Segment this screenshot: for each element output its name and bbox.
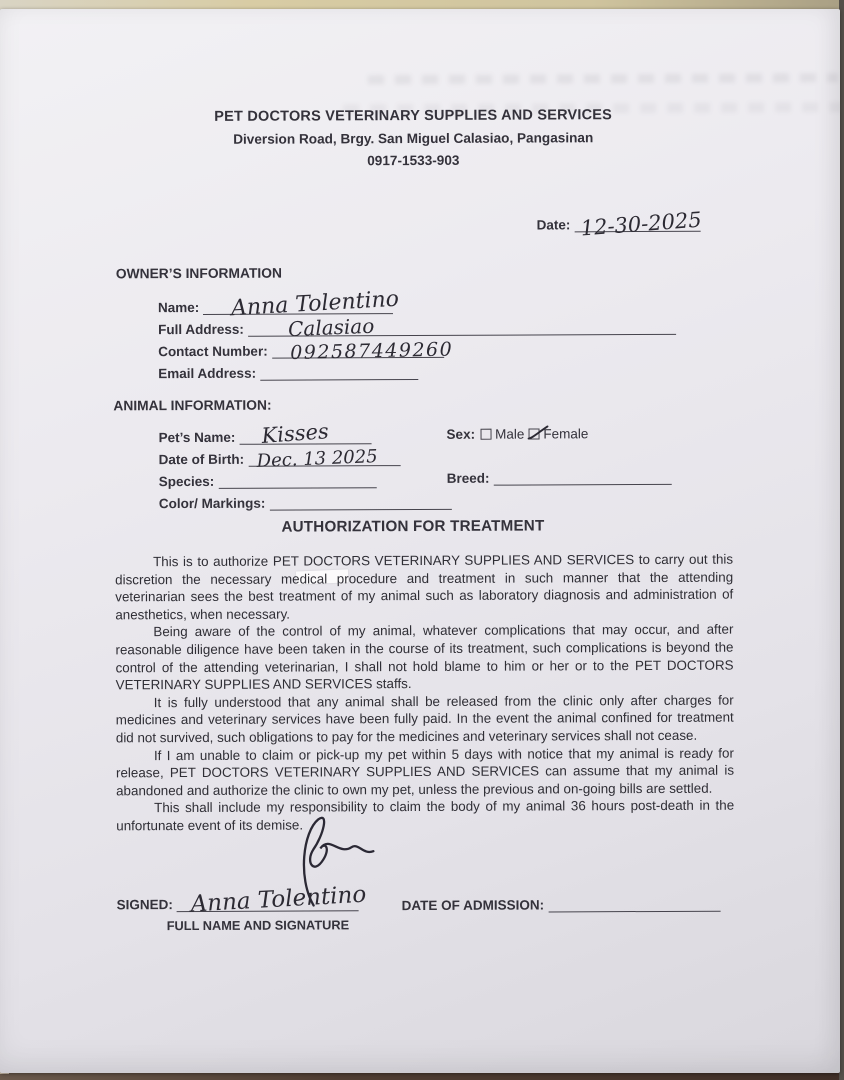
date-label: Date: [536,217,571,233]
signed-handwritten-name: Anna Tolentino [190,881,368,918]
owner-contact-line [272,338,453,364]
authorization-paragraph: If I am unable to claim or pick-up my pet within 5 days with notice that my animal is ready for release, PET DOCTORS VETERINARY SUPPLIES AND SERVICES can assume that my animal is abandoned and authorize the clinic to own my pet, unless the previous and on-going bills are settled. [115,745,735,799]
female-checkbox-checked [528,428,539,439]
owner-name-label: Name: [157,299,200,316]
paper-form [0,9,840,1073]
breed-field [447,467,672,486]
clinic-phone: 0917-1533-903 [367,152,460,169]
dob-label: Date of Birth: [158,451,245,468]
owner-name-handwritten-value: Anna Tolentino [230,286,400,322]
owner-address-handwritten-value: Calasiao [287,313,375,342]
pet-name-label: Pet’s Name: [158,429,236,446]
owner-contact-row [158,335,676,364]
owner-name-line [203,286,400,322]
date-field [536,207,703,241]
owner-information-section [116,264,676,381]
form-content [0,7,842,1075]
date-handwritten-value: 12-30-2025 [579,207,703,241]
clinic-name: PET DOCTORS VETERINARY SUPPLIES AND SERVICES [214,107,613,125]
owner-address-line [248,313,676,342]
date-of-admission-field [402,894,721,913]
signed-field [116,881,368,934]
date-line [574,207,703,241]
pet-name-handwritten-value: Kisses [260,419,330,449]
owner-address-row [158,313,676,342]
sex-field [447,426,589,442]
owner-contact-label: Contact Number: [158,343,268,360]
pet-name-row [158,419,589,449]
dob-handwritten-value: Dec. 13 2025 [255,446,378,472]
signed-caption: FULL NAME AND SIGNATURE [166,917,350,934]
signed-label: SIGNED: [116,897,173,913]
owner-email-row [158,357,676,381]
date-of-admission-label: DATE OF ADMISSION: [401,897,545,914]
animal-section-heading: ANIMAL INFORMATION: [113,397,272,414]
sex-label: Sex: [446,426,476,442]
color-markings-row [159,488,452,511]
animal-information-section [113,397,589,512]
owner-email-line [260,362,418,381]
signed-line [177,881,368,918]
owner-section-heading: OWNER’S INFORMATION [115,265,282,282]
breed-line [493,467,671,486]
owner-contact-handwritten-value: 092587449260 [289,338,453,364]
authorization-title: AUTHORIZATION FOR TREATMENT [281,517,545,536]
check-mark-icon [526,423,550,441]
clinic-address: Diversion Road, Brgy. San Miguel Calasiao, Pangasinan [233,130,594,147]
color-markings-line [269,492,451,511]
date-of-admission-line [548,894,720,913]
owner-name-row [157,286,676,322]
pet-name-line [239,419,371,449]
authorization-paragraph: Being aware of the control of my animal, whatever complications that may occur, and after reasonable diligence have been taken in the course of its treatment, such complications is beyond the control of the attending veterinarian, I shall not hold blame to him or her or to the PET DOCTORS VETERINARY SUPPLIES AND SERVICES staffs. [115,622,734,693]
footer-signature-area [116,881,782,934]
color-markings-label: Color/ Markings: [158,495,266,512]
clinic-header [0,106,828,170]
authorization-paragraph: This shall include my responsibility to claim the body of my animal 36 hours post-death in the unfortunate event of its demise. [116,797,735,834]
authorization-paragraph: It is fully understood that any animal shall be released from the clinic only after charges for medicines and veterinary services have been fully paid. In the event the animal confined for treatment did not survived, such obligations to pay for the medicines and veterinary services shall not cease. [115,692,734,746]
species-line [218,470,376,489]
male-option-label: Male [495,426,525,442]
owner-email-label: Email Address: [158,365,257,382]
female-option-label: Female [543,426,589,442]
male-checkbox [480,429,491,440]
species-label: Species: [158,473,215,490]
authorization-body [115,551,734,835]
owner-address-label: Full Address: [158,321,244,338]
authorization-paragraph: This is to authorize PET DOCTORS VETERINARY SUPPLIES AND SERVICES to carry out this discretion the necessary medical procedure and treatment in such manner that the attending veterinarian sees the best treatment of my animal such as laboratory diagnosis and administration of anesthetics, when necessary. [115,551,734,623]
breed-label: Breed: [446,470,490,486]
dob-row [158,444,452,472]
bleed-through-ghost-text [368,73,838,84]
dob-line [248,446,400,472]
species-row [158,466,490,490]
